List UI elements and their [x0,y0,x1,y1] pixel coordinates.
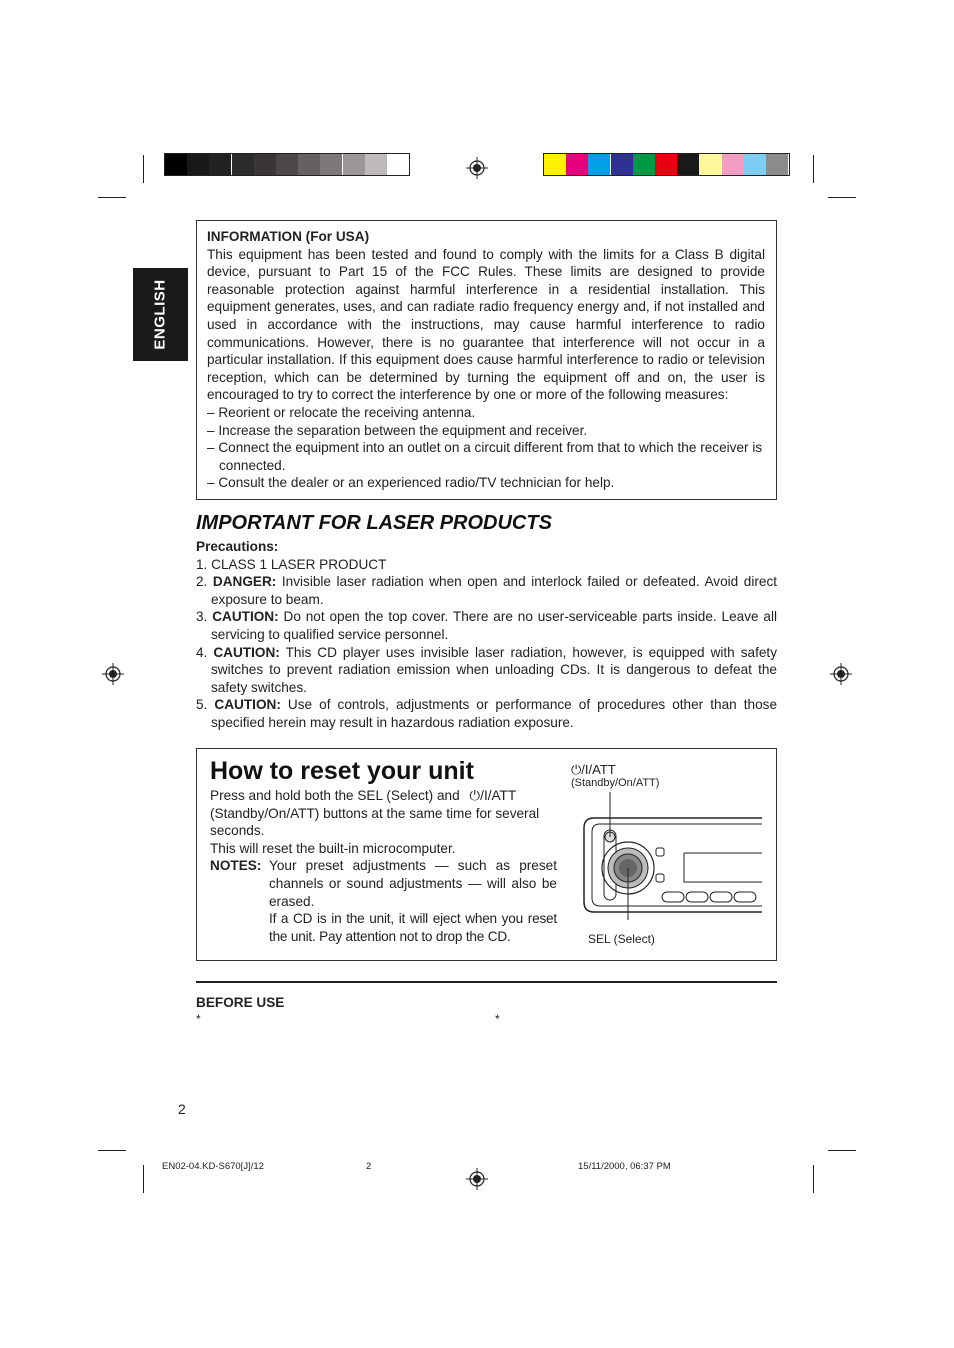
registration-mark-icon [466,1168,488,1190]
note-2: If a CD is in the unit, it will eject when you reset the unit. Pay attention not to drop the CD. [269,911,557,944]
note-1: Your preset adjustments — such as preset channels or sound adjustments — will also be erased. [269,858,557,909]
precaution-item: 3. CAUTION: Do not open the top cover. There are no user-serviceable parts inside. Leave all servicing to qualified service personnel. [196,609,778,642]
before-use-title: BEFORE USE [196,995,285,1010]
color-swatch [588,154,610,175]
footer-timestamp: 15/11/2000, 06:37 PM [578,1161,671,1172]
color-swatch [699,154,721,175]
crop-mark [98,1150,126,1151]
precaution-item: 1. CLASS 1 LASER PRODUCT [196,556,387,572]
color-swatch [387,154,409,175]
color-swatch [365,154,387,175]
reset-title: How to reset your unit [210,757,474,785]
reset-line-2: This will reset the built-in microcomputer. [210,840,456,856]
fcc-measure: – Increase the separation between the equipment and receiver. [207,422,588,438]
precautions-label: Precautions: [196,539,279,554]
crop-mark [143,155,144,183]
fig-label-sel: SEL (Select) [588,932,655,946]
color-swatch [655,154,677,175]
reset-notes [210,857,557,945]
registration-mark-icon [830,663,852,685]
crop-mark [813,155,814,183]
fcc-title: INFORMATION (For USA) [207,229,370,244]
notes-label: NOTES: [210,858,262,874]
color-swatch [677,154,699,175]
crop-mark [98,197,126,198]
precaution-item: 5. CAUTION: Use of controls, adjustments or performance of procedures other than those specified herein may result in hazardous radiation exposure. [196,697,778,730]
registration-mark-icon [466,157,488,179]
color-swatch [633,154,655,175]
reset-instructions [210,787,557,945]
footer-file-id: EN02-04.KD-S670[J]/12 [162,1161,264,1172]
color-swatch [722,154,744,175]
color-swatch [611,154,633,175]
language-tab-label-wrap [133,268,188,361]
precaution-item: 2. DANGER: Invisible laser radiation when open and interlock failed or defeated. Avoid direct exposure to beam. [196,574,778,607]
color-swatch [766,154,788,175]
color-swatch [298,154,320,175]
before-use-marker: * [196,1012,201,1026]
crop-mark [813,1165,814,1193]
section-divider [196,981,777,983]
color-swatch [744,154,766,175]
color-swatch [320,154,342,175]
color-swatch [254,154,276,175]
fcc-measure: – Connect the equipment into an outlet on a circuit different from that to which the receiver is connected. [207,440,763,473]
precaution-item: 4. CAUTION: This CD player uses invisible laser radiation, however, is equipped with safety switches to prevent radiation emission when unloading CDs. It is dangerous to defeat the safety switches. [196,644,778,695]
fig-label-standby-sub: (Standby/On/ATT) [571,777,660,789]
fcc-measure: – Reorient or relocate the receiving antenna. [207,404,476,420]
laser-section-title: IMPORTANT FOR LASER PRODUCTS [196,512,552,534]
standby-button-symbol: ⏻/I/ATT [469,788,516,803]
color-swatch [209,154,231,175]
crop-mark [828,1150,856,1151]
page-number: 2 [178,1101,186,1117]
color-swatch [276,154,298,175]
crop-mark [143,1165,144,1193]
color-swatch [343,154,365,175]
fcc-measure: – Consult the dealer or an experienced radio/TV technician for help. [207,475,615,491]
color-swatch [232,154,254,175]
registration-mark-icon [102,663,124,685]
fcc-information-text [207,228,765,492]
footer-page: 2 [366,1161,372,1172]
car-stereo-faceplate-illustration [580,790,765,920]
reset-line-1: Press and hold both the SEL (Select) and ⏻/I/ATT (Standby/On/ATT) buttons at the same time for several seconds. [210,788,540,839]
laser-precautions [196,538,777,732]
color-swatch [165,154,187,175]
color-swatch [544,154,566,175]
color-swatch [187,154,209,175]
color-swatch [566,154,588,175]
language-tab-label: ENGLISH [152,279,169,350]
before-use-marker: * [495,1012,500,1026]
crop-mark [828,197,856,198]
fig-label-standby: ⏻/I/ATT [571,762,616,777]
fcc-body: This equipment has been tested and found to comply with the limits for a Class B digital device, pursuant to Part 15 of the FCC Rules. These limits are designed to provide reasonable protection against harmful interference in a residential installation. This equipment generates, uses, and can radiate radio frequency energy and, if not installed and used in accordance with the instructions, may cause harmful interference to radio communications. However, there is no guarantee that interference will not occur in a particular installation. If this equipment does cause harmful interference to radio or television reception, which can be determined by turning the equipment off and on, the user is encouraged to try to correct the interference by one or more of the following measures: [207,246,765,403]
